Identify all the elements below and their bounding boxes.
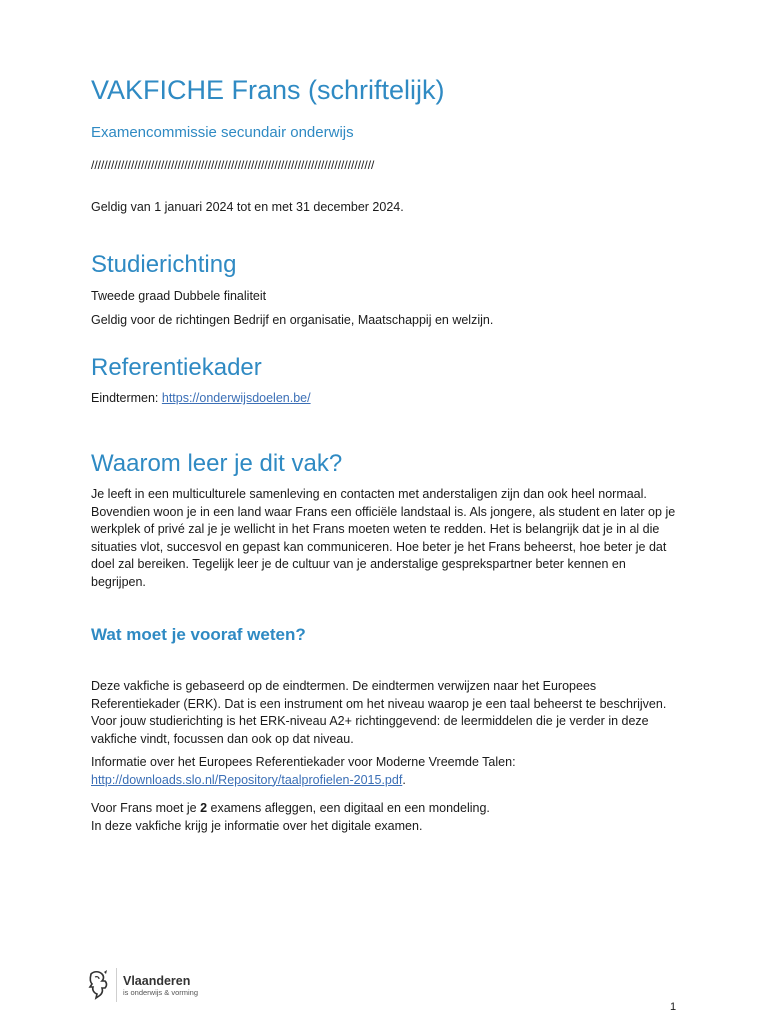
studierichting-heading: Studierichting bbox=[91, 251, 237, 278]
document-subtitle: Examencommissie secundair onderwijs bbox=[91, 124, 354, 141]
erk-info-label: Informatie over het Europees Referentiekader voor Moderne Vreemde Talen: bbox=[91, 755, 516, 769]
flemish-lion-icon bbox=[86, 968, 112, 1002]
vooraf-heading: Wat moet je vooraf weten? bbox=[91, 625, 306, 644]
document-title: VAKFICHE Frans (schriftelijk) bbox=[91, 75, 445, 105]
waarom-heading: Waarom leer je dit vak? bbox=[91, 450, 343, 477]
logo-text bbox=[123, 974, 198, 997]
eindtermen-label: Eindtermen: bbox=[91, 391, 162, 405]
exam-line2: In deze vakfiche krijg je informatie over het digitale examen. bbox=[91, 818, 423, 833]
eindtermen-line bbox=[91, 390, 311, 408]
exam-info bbox=[91, 800, 681, 835]
vlaanderen-logo bbox=[86, 968, 198, 1002]
eindtermen-link[interactable]: https://onderwijsdoelen.be/ bbox=[161, 391, 311, 405]
document-page bbox=[91, 72, 681, 833]
logo-tagline: is onderwijs & vorming bbox=[123, 987, 199, 997]
studierichting-line1: Tweede graad Dubbele finaliteit bbox=[91, 289, 267, 303]
exam-before: Voor Frans moet je bbox=[91, 801, 201, 815]
referentiekader-heading: Referentiekader bbox=[91, 354, 262, 381]
erk-info-link[interactable]: http://downloads.slo.nl/Repository/taalprofielen-2015.pdf bbox=[91, 772, 403, 787]
exam-count: 2 bbox=[200, 801, 208, 815]
erk-info bbox=[91, 754, 681, 789]
page-number: 1 bbox=[670, 1001, 677, 1013]
vooraf-paragraph: Deze vakfiche is gebaseerd op de eindtermen. De eindtermen verwijzen naar het Europees Referentiekader (ERK). Dat is een instrument om het niveau waarop je een taal beheerst te beschrijven. Voor jouw studierichting is het ERK-niveau A2+ richtinggevend: de leermiddelen die je verder in deze vakfiche vindt, focussen dan ook op dat niveau. bbox=[91, 679, 667, 746]
logo-name: Vlaanderen bbox=[123, 973, 191, 988]
logo-divider bbox=[116, 968, 117, 1002]
waarom-paragraph: Je leeft in een multiculturele samenleving en contacten met anderstaligen zijn dan ook heel normaal. Bovendien woon je in een land waar Frans een officiële landstaal is. Als jongere, als student en later op je werkplek of privé zal je je wellicht in het Frans moeten weten te redden. Het is belangrijk dat je in al die situaties vlot, succesvol en gepast kan communiceren. Hoe beter je het Frans beheerst, hoe beter je dat doel zal bereiken. Tegelijk leer je de cultuur van je anderstalige gesprekspartner beter kennen en begrijpen. bbox=[91, 487, 676, 589]
erk-info-period: . bbox=[402, 772, 406, 787]
slash-divider: ///////////////////////////////////////////////////////////////////////////////////// bbox=[91, 158, 375, 172]
validity-text: Geldig van 1 januari 2024 tot en met 31 december 2024. bbox=[91, 200, 404, 214]
exam-after: examens afleggen, een digitaal en een mondeling. bbox=[207, 801, 490, 815]
studierichting-line2: Geldig voor de richtingen Bedrijf en organisatie, Maatschappij en welzijn. bbox=[91, 313, 494, 327]
